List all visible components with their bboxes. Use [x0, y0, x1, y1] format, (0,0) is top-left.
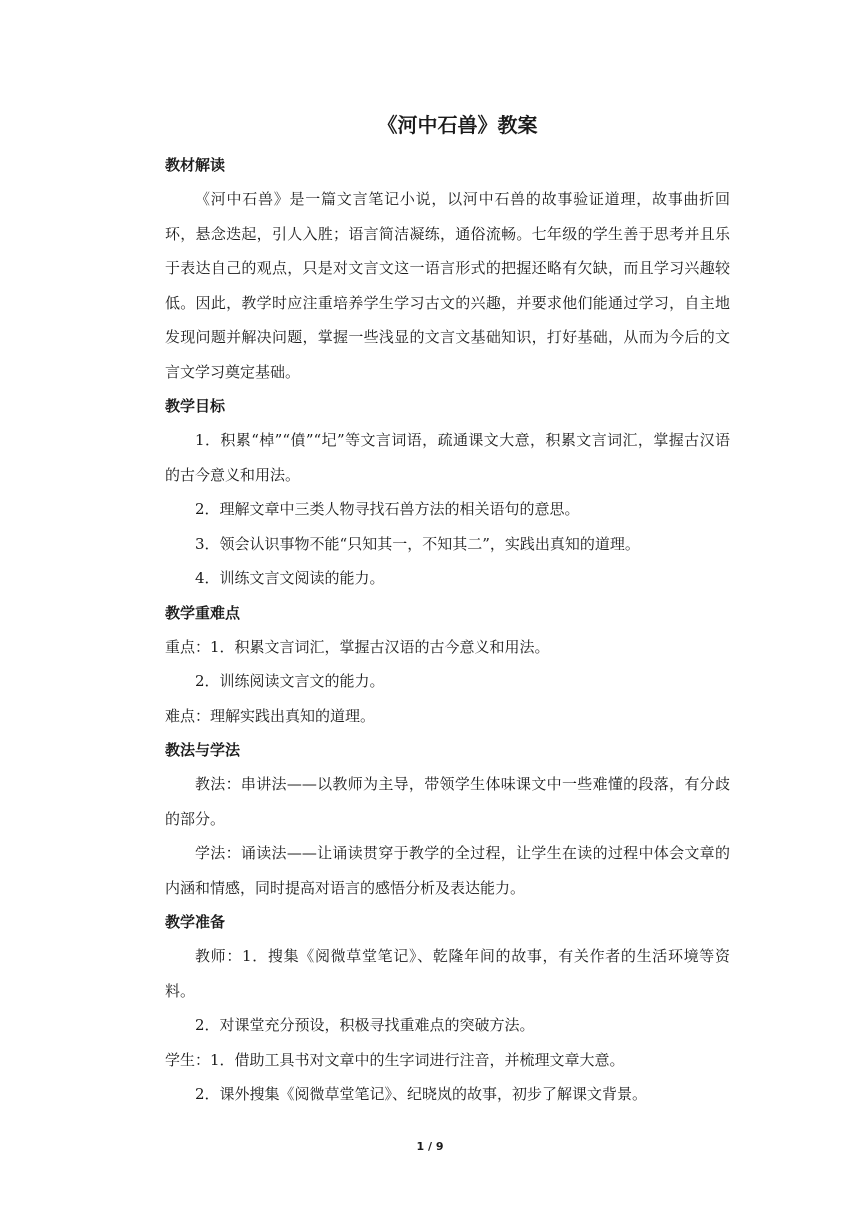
- section-heading-preparation: 教学准备: [165, 913, 226, 931]
- section-heading-key-difficulties: 教学重难点: [165, 603, 241, 622]
- page-number: 1 / 9: [416, 1140, 444, 1153]
- document-page: [165, 108, 730, 1112]
- goal-item-4: 4．训练文言文阅读的能力。: [195, 569, 385, 587]
- student-prep-item-2: 2．课外搜集《阅微草堂笔记》、纪晓岚的故事，初步了解课文背景。: [195, 1085, 648, 1103]
- teacher-prep-item-2: 2．对课堂充分预设，积极寻找重难点的突破方法。: [195, 1016, 535, 1034]
- learning-method-paragraph: 学法：诵读法——让诵读贯穿于教学的全过程，让学生在读的过程中体会文章的内涵和情感，同时提高对语言的感悟分析及表达能力。: [165, 844, 730, 897]
- student-prep-line-1: 学生：1．借助工具书对文章中的生字词进行注音，并梳理文章大意。: [165, 1050, 625, 1069]
- section-heading-textbook-analysis: 教材解读: [165, 156, 226, 174]
- teaching-method-paragraph: 教法：串讲法——以教师为主导，带领学生体味课文中一些难懂的段落，有分歧的部分。: [165, 775, 730, 828]
- goal-item-1: 1．积累“棹”“僨”“圮”等文言词语，疏通课文大意，积累文言词汇，掌握古汉语的古今意义和用法。: [165, 431, 730, 484]
- difficulty-line: 难点：理解实践出真知的道理。: [165, 706, 376, 725]
- teacher-prep-paragraph: 教师：1．搜集《阅微草堂笔记》、乾隆年间的故事，有关作者的生活环境等资料。: [165, 947, 730, 1000]
- key-point-line-2: 2．训练阅读文言文的能力。: [195, 672, 385, 690]
- goal-item-2: 2．理解文章中三类人物寻找石兽方法的相关语句的意思。: [195, 500, 580, 518]
- document-title: 《河中石兽》教案: [377, 113, 538, 137]
- section-heading-methods: 教法与学法: [165, 741, 241, 759]
- key-point-line-1: 重点：1．积累文言词汇，掌握古汉语的古今意义和用法。: [165, 637, 550, 656]
- paragraph-textbook-analysis: 《河中石兽》是一篇文言笔记小说，以河中石兽的故事验证道理，故事曲折回环，悬念迭起，引人入胜；语言简洁凝练，通俗流畅。七年级的学生善于思考并且乐于表达自己的观点，只是对文言文这一语言形式的把握还略有欠缺，而且学习兴趣较低。因此，教学时应注重培养学生学习古文的兴趣，并要求他们能通过学习，自主地发现问题并解决问题，掌握一些浅显的文言文基础知识，打好基础，从而为今后的文言文学习奠定基础。: [165, 190, 730, 381]
- section-heading-teaching-goals: 教学目标: [165, 397, 226, 415]
- goal-item-3: 3．领会认识事物不能“只知其一，不知其二”，实践出真知的道理。: [195, 534, 640, 553]
